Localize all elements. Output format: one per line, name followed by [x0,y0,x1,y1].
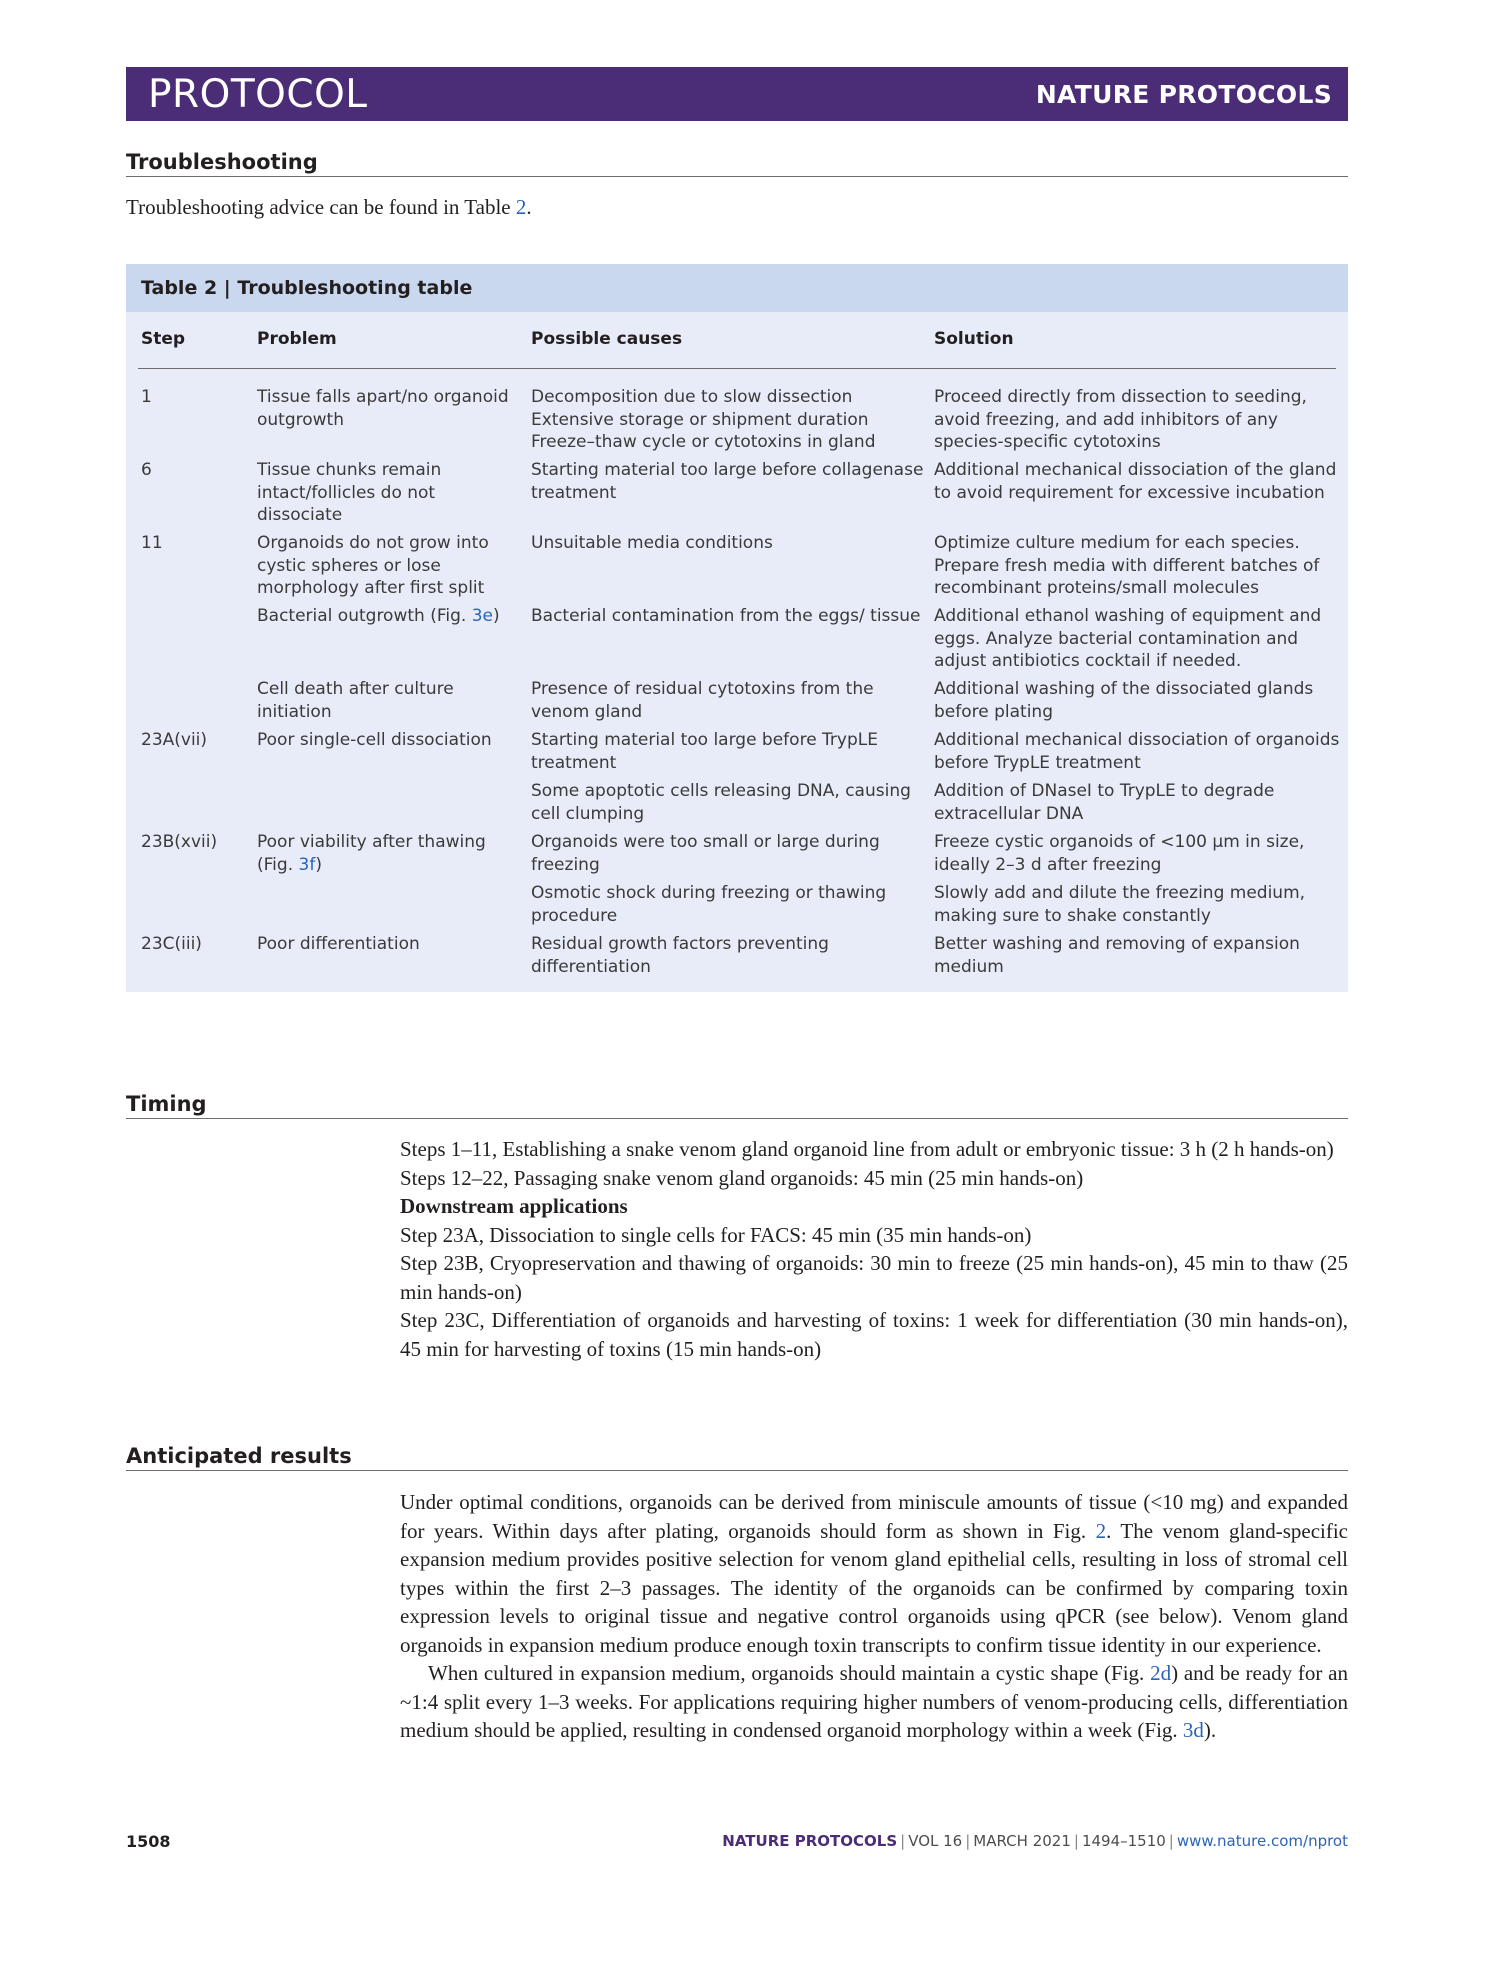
table-cell-cause: Residual growth factors preventing differentiation [531,934,829,977]
troubleshooting-intro [126,195,532,220]
header-banner [126,67,1348,121]
table-cell-problem [257,605,522,628]
paragraph [400,1488,1348,1659]
anticipated-results-block [400,1488,1348,1745]
table-cell-step: 1 [141,387,152,407]
table-cell-solution: Additional mechanical dissociation of the gland to avoid requirement for excessive incubation [934,460,1337,503]
table-cell-solution: Addition of DNaseI to TrypLE to degrade extracellular DNA [934,781,1275,824]
paragraph-text: Under optimal conditions, organoids can be derived from miniscule amounts of tissue (<10 mg) and expanded for years. Within days after plating, organoids should form as shown in Fig. [400,1490,1348,1543]
table-cell-solution: Additional mechanical dissociation of organoids before TrypLE treatment [934,730,1340,773]
column-header-solution: Solution [934,329,1014,349]
figure-2d-link[interactable]: 2d [1150,1661,1172,1685]
table-cell-problem: Cell death after culture initiation [257,679,454,722]
table-cell-solution: Slowly add and dilute the freezing medium, making sure to shake constantly [934,883,1306,926]
table-cell-step: 6 [141,460,152,480]
paragraph-text: ) and be ready for an ~1:4 split every 1–3 weeks. For applications requiring higher numbers of venom-producing cells, differentiation medium should be applied, resulting in condensed organoid morphology within a week (Fig. [400,1661,1348,1742]
column-header-problem: Problem [257,329,337,349]
table-cell-cause: Bacterial contamination from the eggs/ tissue [531,606,921,626]
table-cell-step: 23A(vii) [141,730,208,750]
timing-line: Step 23B, Cryopreservation and thawing of organoids: 30 min to freeze (25 min hands-on), 45 min to thaw (25 min hands-on) [400,1251,1348,1304]
column-header-step: Step [141,329,186,349]
header-rule [138,368,1336,369]
footer-citation: NATURE PROTOCOLS | VOL 16 | MARCH 2021 | 1494–1510 | www.nature.com/nprot [722,1832,1348,1850]
paragraph-text: . The venom gland-specific expansion medium provides positive selection for venom gland epithelial cells, resulting in loss of stromal cell types within the first 2–3 passages. The identity of the organoids can be confirmed by comparing toxin expression levels to original tissue and negative control organoids using qPCR (see below). Venom gland organoids in expansion medium produce enough toxin transcripts to confirm tissue identity in our experience. [400,1518,1348,1657]
footer-journal: NATURE PROTOCOLS [722,1832,898,1850]
table-cell-problem: Tissue chunks remain intact/follicles do not dissociate [257,460,442,525]
timing-line: Steps 1–11, Establishing a snake venom gland organoid line from adult or embryonic tissue: 3 h (2 h hands-on) [400,1137,1334,1161]
table-cell-problem: Poor differentiation [257,934,420,954]
table-caption: Table 2 | Troubleshooting table [126,264,1348,312]
anticipated-results-heading: Anticipated results [126,1444,1348,1471]
table-cell-cause: Osmotic shock during freezing or thawing procedure [531,883,887,926]
footer-pages: 1494–1510 [1081,1832,1166,1850]
table-cell-solution: Optimize culture medium for each species. Prepare fresh media with different batches of recombinant proteins/small molecules [934,533,1320,598]
column-header-causes: Possible causes [531,329,683,349]
paragraph [400,1659,1348,1745]
timing-line: Steps 12–22, Passaging snake venom gland organoids: 45 min (25 min hands-on) [400,1165,1084,1190]
paragraph-text: ). [1203,1718,1217,1742]
table-cell-cause: Presence of residual cytotoxins from the venom gland [531,679,874,722]
timing-line: Step 23C, Differentiation of organoids and harvesting of toxins: 1 week for differentiation (30 min hands-on), 45 min for harvesting of toxins (15 min hands-on) [400,1308,1348,1361]
figure-2-link[interactable]: 2 [1095,1518,1107,1543]
table-cell-step: 11 [141,533,163,553]
figure-3f-link[interactable]: 3f [298,854,316,875]
journal-name: NATURE PROTOCOLS [1035,79,1332,109]
table-cell-cause: Unsuitable media conditions [531,533,773,553]
table-cell-step: 23B(xvii) [141,832,218,852]
table-cell-solution: Additional washing of the dissociated glands before plating [934,679,1314,722]
table-cell-problem: Poor single-cell dissociation [257,730,492,750]
table-cell-cause: Starting material too large before TrypLE treatment [531,730,878,773]
footer-volume: VOL 16 [908,1832,963,1850]
table-cell-cause: Some apoptotic cells releasing DNA, causing cell clumping [531,781,911,824]
table-2-link[interactable]: 2 [515,195,527,219]
figure-3e-link[interactable]: 3e [471,606,493,626]
table-cell-problem: Tissue falls apart/no organoid outgrowth [257,387,509,430]
paragraph-text: When cultured in expansion medium, organoids should maintain a cystic shape (Fig. [428,1661,1151,1685]
timing-line: Step 23A, Dissociation to single cells for FACS: 45 min (35 min hands-on) [400,1222,1032,1247]
troubleshooting-heading: Troubleshooting [126,150,1348,177]
table-cell-cause: Starting material too large before collagenase treatment [531,460,924,503]
problem-text-end: ) [492,606,500,626]
footer-url[interactable]: www.nature.com/nprot [1176,1832,1348,1850]
table-cell-step: 23C(iii) [141,934,202,954]
table-cell-problem: Organoids do not grow into cystic spheres or lose morphology after first split [257,533,489,598]
page-number: 1508 [126,1832,171,1851]
table-cell-solution: Proceed directly from dissection to seeding, avoid freezing, and add inhibitors of any species-specific cytotoxins [934,387,1307,452]
problem-text-end: ) [315,854,322,875]
intro-end: . [526,195,532,219]
timing-block [400,1135,1348,1363]
table-cell-problem [257,831,522,876]
problem-text: Poor viability after thawing (Fig. [257,832,486,875]
timing-heading: Timing [126,1092,1348,1119]
table-cell-cause: Organoids were too small or large during freezing [531,832,880,875]
table-cell-cause: Decomposition due to slow dissection Extensive storage or shipment duration Freeze–thaw cycle or cytotoxins in gland [531,387,876,452]
table-cell-solution: Better washing and removing of expansion medium [934,934,1300,977]
table-cell-solution: Freeze cystic organoids of <100 µm in size, ideally 2–3 d after freezing [934,832,1305,875]
troubleshooting-table [126,264,1348,992]
downstream-subheading: Downstream applications [400,1194,628,1218]
intro-text: Troubleshooting advice can be found in Table [126,195,511,219]
table-cell-solution: Additional ethanol washing of equipment and eggs. Analyze bacterial contamination and adjust antibiotics cocktail if needed. [934,606,1322,671]
problem-text: Bacterial outgrowth (Fig. [257,606,472,626]
section-label: PROTOCOL [148,71,368,117]
figure-3d-link[interactable]: 3d [1182,1718,1204,1742]
footer-date: MARCH 2021 [973,1832,1071,1850]
